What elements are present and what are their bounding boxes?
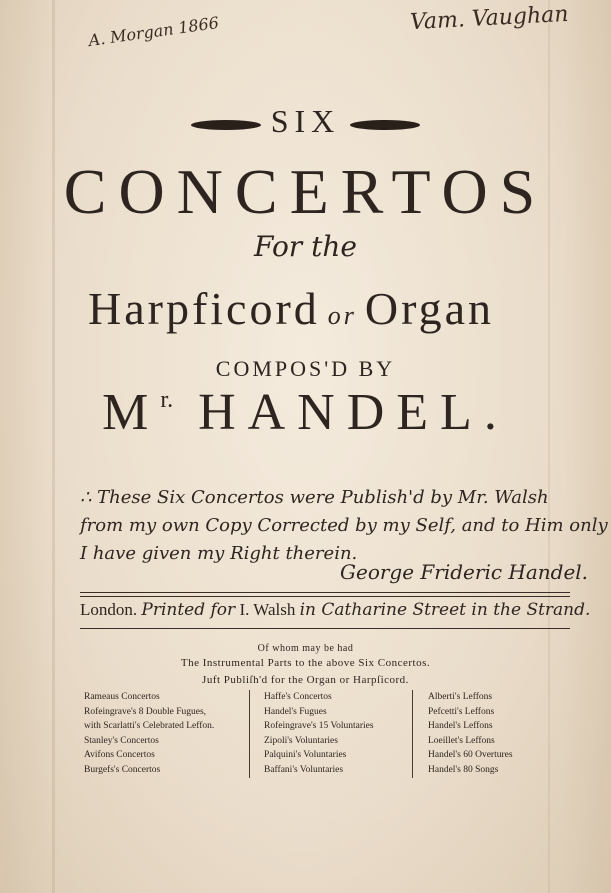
catalogue-item: Loeillet's Leffons [428, 735, 495, 746]
catalogue-item: Alberti's Leffons [428, 692, 493, 702]
instrument-organ: Organ [364, 283, 495, 334]
handel-signature: George Frideric Handel. [340, 560, 589, 584]
title-concertos: CONCERTOS [63, 156, 548, 227]
title-six-text: SIX [270, 103, 341, 139]
flourish-left-icon [191, 120, 261, 130]
imprint [80, 600, 590, 620]
catalogue-item: Zipoli's Voluntaries [264, 735, 338, 746]
manuscript-inscription-right: Vam. Vaughan [409, 1, 570, 36]
notice-just-published: Juft Publiſh'd for the Organ or Harpſicord. [202, 674, 409, 686]
catalogue-item: Handel's 60 Overtures [428, 750, 513, 761]
catalogue-item: Palquini's Voluntaries [264, 750, 347, 761]
statement-line-1: ∴ These Six Concertos were Publish'd by Mr. Walsh [80, 487, 549, 508]
catalogue-column-1 [84, 690, 214, 778]
title-for-the: For the [254, 230, 357, 263]
catalogue-column-2 [264, 690, 374, 778]
catalogue-item: Stanley's Concertos [84, 735, 159, 746]
catalogue-item: Burgefs's Concertos [84, 764, 161, 775]
title-composer [0, 383, 611, 442]
catalogue-item: Pefcetti's Leffons [428, 706, 495, 717]
imprint-printed-for: Printed for [141, 600, 236, 620]
catalogue-divider-1 [249, 690, 250, 778]
notice-whom: Of whom may be had [257, 643, 354, 654]
catalogue-item: Baffani's Voluntaries [264, 764, 344, 775]
divider-top [80, 592, 570, 593]
statement-line-2: from my own Copy Corrected by my Self, and to Him only [80, 515, 608, 536]
catalogue-column-3 [428, 690, 513, 778]
catalogue-divider-2 [412, 690, 413, 778]
catalogue-item: Rameaus Concertos [84, 692, 160, 702]
imprint-publisher: I. Walsh [239, 600, 296, 619]
instrument-harpsichord: Harpficord [88, 283, 320, 334]
instrument-or: or [327, 301, 357, 330]
composer-name: HANDEL. [198, 384, 509, 441]
catalogue-item: Avifons Concertos [84, 750, 155, 761]
notice-instrumental-parts: The Instrumental Parts to the above Six Concertos. [180, 657, 431, 669]
divider-bottom [80, 628, 570, 629]
statement-line-3: I have given my Right therein. [80, 543, 358, 564]
manuscript-inscription-left: A. Morgan 1866 [87, 12, 220, 51]
title-instruments [88, 282, 494, 335]
catalogue-item: with Scarlatti's Celebrated Leffon. [84, 721, 215, 732]
catalogue-item: Handel's Fugues [264, 706, 327, 717]
catalogue-item: Handel's 80 Songs [428, 764, 499, 775]
catalogue-item: Haffe's Concertos [264, 692, 332, 702]
divider-top-inner [80, 596, 570, 597]
title-six [0, 103, 611, 140]
composer-mr: M [102, 384, 161, 441]
flourish-right-icon [350, 120, 420, 130]
catalogue-item: Rofeingrave's 15 Voluntaries [264, 721, 374, 732]
catalogue-item: Rofeingrave's 8 Double Fugues, [84, 706, 207, 717]
catalogue-item: Handel's Leffons [428, 721, 493, 732]
imprint-city: London. [80, 600, 138, 619]
imprint-address: in Catharine Street in the Strand. [299, 600, 591, 620]
composer-mr-sup: r. [160, 387, 174, 413]
title-composd-by: COMPOS'D BY [215, 356, 396, 381]
